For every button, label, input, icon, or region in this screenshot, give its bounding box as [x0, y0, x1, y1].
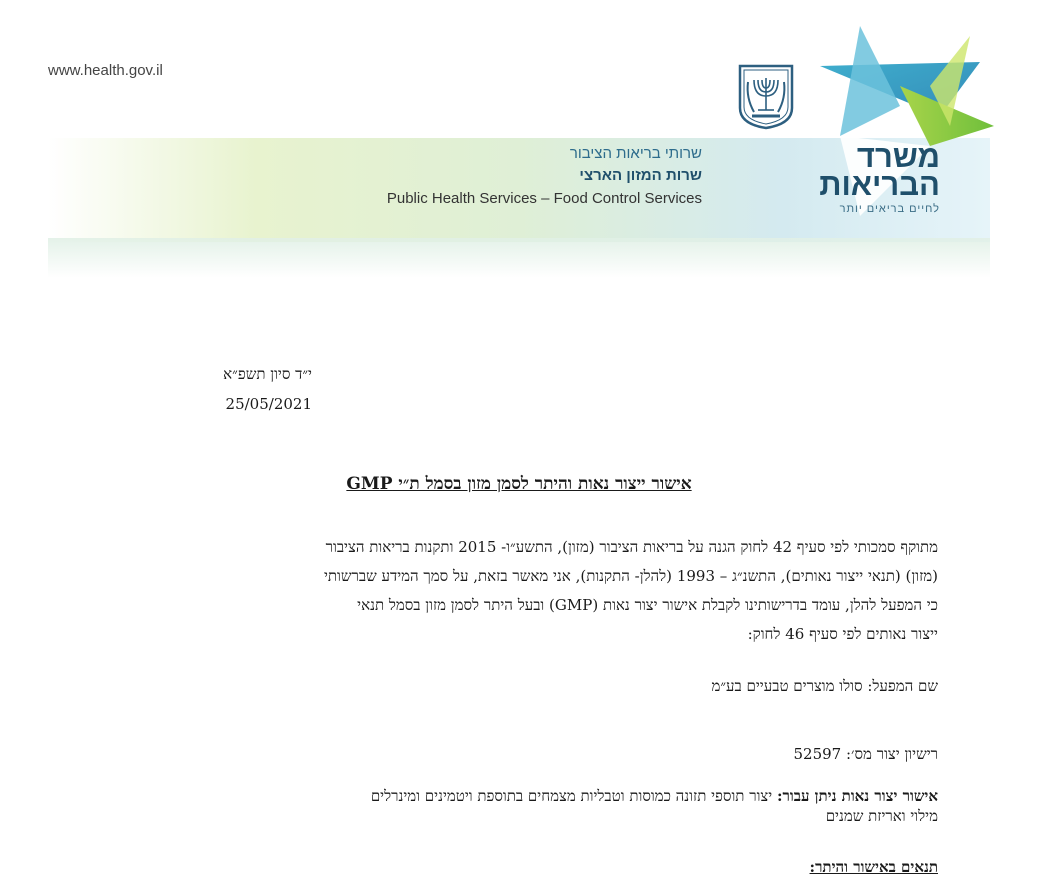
body-line: (מזון) (תנאי ייצור נאותים), התשנ״ג – 1993 (להלן- התקנות), אני מאשר בזאת, על סמך המידע שברשותי: [323, 567, 938, 585]
hebrew-date: י״ד סיון תשפ״א: [223, 365, 312, 383]
license-value: 52597: [793, 745, 842, 763]
approval-value-line1: יצור תוספי תזונה כמוסות וטבליות מצמחים בתוספת ויטמינים ומינרלים: [370, 787, 773, 805]
factory-label: שם המפעל:: [867, 677, 938, 695]
license-field: [794, 745, 939, 764]
ministry-wordmark: [819, 139, 940, 215]
body-line: ייצור נאותים לפי סעיף 46 לחוק:: [747, 625, 938, 643]
document-title: אישור ייצור נאות והיתר לסמן מזון בסמל ת״י GMP: [346, 474, 692, 494]
license-label: רישיון יצור מס׳:: [846, 745, 938, 763]
ministry-wordmark-line1: משרד: [856, 139, 940, 174]
department-name-he: שרותי בריאות הציבור: [569, 145, 702, 162]
factory-value: סולו מוצרים טבעיים בע״מ: [711, 677, 863, 695]
conditions-heading: תנאים באישור והיתר:: [809, 858, 938, 876]
gregorian-date: 25/05/2021: [225, 395, 312, 413]
approval-label: אישור יצור נאות ניתן עבור:: [776, 787, 938, 805]
ministry-wordmark-line2: הבריאות: [819, 167, 940, 202]
body-paragraph: [132, 533, 938, 649]
approval-field: [371, 786, 938, 826]
approval-value-line2: מילוי ואריזת שמנים: [825, 807, 938, 825]
department-block: [387, 145, 702, 207]
ministry-slogan: לחיים בריאים יותר: [839, 203, 940, 215]
date-block: [180, 365, 312, 424]
factory-field: [711, 677, 938, 696]
body-line: מתוקף סמכותי לפי סעיף 42 לחוק הגנה על בריאות הציבור (מזון), התשע״ו- 2015 ותקנות בריאות הציבור: [325, 538, 938, 556]
department-name-en: Public Health Services – Food Control Services: [386, 190, 702, 207]
body-line: כי המפעל להלן, עומד בדרישותינו לקבלת אישור יצור נאות (GMP) ובעל היתר לסמן מזון בסמל תנאי: [357, 596, 938, 614]
service-name-he: שרות המזון הארצי: [579, 167, 702, 184]
header-band-fade: [48, 238, 990, 278]
website-url: www.health.gov.il: [48, 62, 163, 79]
